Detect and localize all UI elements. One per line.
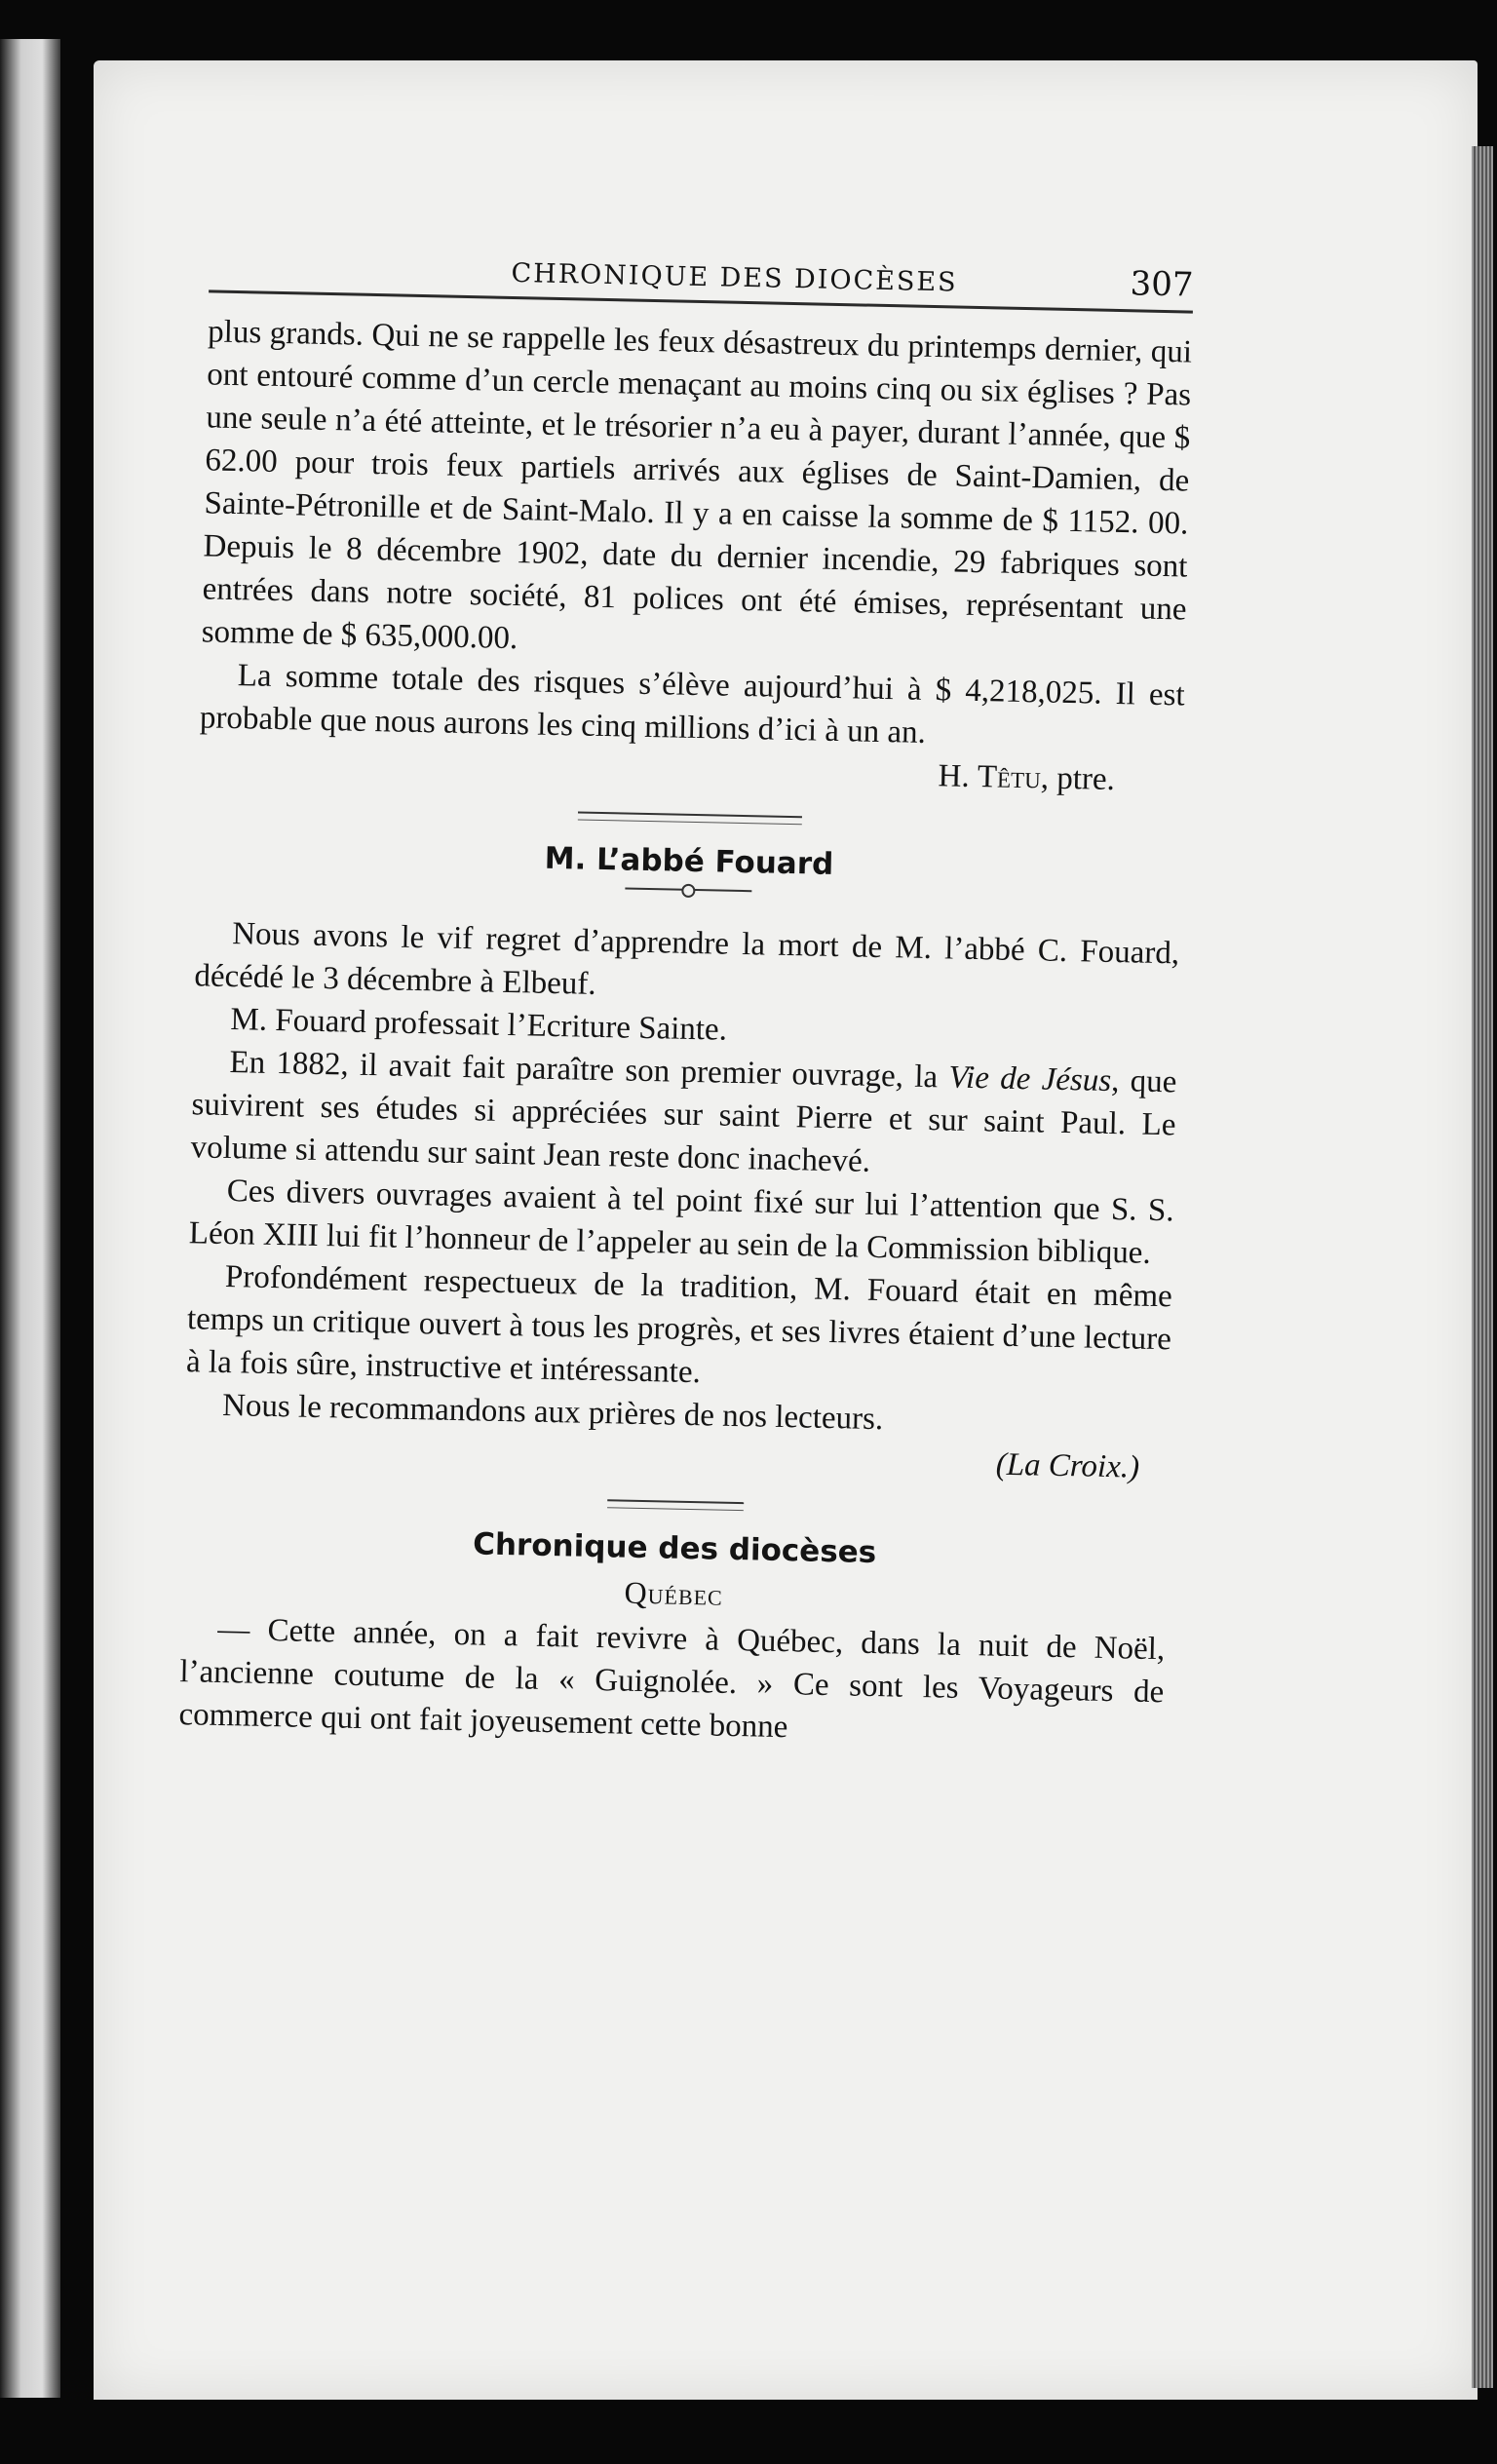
running-title: CHRONIQUE DES DIOCÈSES [511, 257, 958, 298]
page-content [178, 245, 1194, 1756]
obituary-paragraph-2: M. Fouard professait l’Ecriture Sainte. [230, 1002, 728, 1048]
p3-end: , que suivirent ses études si appréciées sur saint Pierre et sur saint Paul. Le volume si attendu sur saint Jean reste donc inachevé. [190, 1062, 1177, 1179]
page-number: 307 [1130, 264, 1194, 305]
section-divider-2 [607, 1499, 744, 1511]
signature-initial: H. [938, 758, 979, 795]
obituary-paragraph-5: Profondément respectueux de la tradition, M. Fouard était en même temps un critique ouvert à tous les progrès, et ses livres étaient d’une lecture à la fois sûre, instructive et intéressante. [185, 1258, 1173, 1391]
title-ornament [625, 887, 751, 894]
section-title-chronique: Chronique des diocèses [472, 1526, 877, 1571]
obituary-paragraph-6: Nous le recommandons aux prières de nos lecteurs. [221, 1387, 884, 1438]
right-page-stack [1472, 146, 1493, 2388]
book-title: Vie de Jésus [948, 1059, 1112, 1098]
obituary-paragraph-1: Nous avons le vif regret d’apprendre la mort de M. l’abbé C. Fouard, décédé le 3 décembre à Elbeuf. [194, 916, 1180, 1002]
section-subtitle-quebec: Québec [624, 1574, 724, 1612]
signature-suffix: , ptre. [1040, 760, 1116, 797]
signature-name: Têtu [977, 759, 1042, 796]
section-divider [578, 811, 802, 825]
section-title-fouard: M. L’abbé Fouard [544, 840, 834, 882]
insurance-paragraph: plus grands. Qui ne se rappelle les feux désastreux du printemps dernier, qui ont entouré comme d’un cercle menaçant au moins cinq ou six églises ? Pas une seule n’a été atteinte, et le trésorier n’a eu à payer, durant l’année, que $ 62.00 pour trois feux partiels arrivés aux églises de Saint-Damien, de Sainte-Pétronille et de Saint-Malo. Il y a en caisse la somme de $ 1152. 00. Depuis le 8 décembre 1902, date du dernier incendie, 29 fabriques sont entrées dans notre société, 81 polices ont été émises, représentant une somme de $ 635,000.00. [201, 314, 1193, 657]
obituary-paragraph-4: Ces divers ouvrages avaient à tel point fixé sur lui l’attention que S. S. Léon XIII lui fit l’honneur de l’appeler au sein de la Commission biblique. [188, 1174, 1174, 1271]
obituary-paragraph-3 [190, 1040, 1177, 1189]
p3-start: En 1882, il avait fait paraître son premier ouvrage, la [229, 1045, 949, 1096]
risk-total-paragraph: La somme totale des risques s’élève aujourd’hui à $ 4,218,025. Il est probable que nous aurons les cinq millions d’ici à un an. [199, 658, 1186, 751]
source-credit: (La Croix.) [995, 1446, 1140, 1485]
left-page-edge [0, 39, 60, 2398]
chronique-paragraph-1: — Cette année, on a fait revivre à Québec, dans la nuit de Noël, l’ancienne coutume de la « Guignolée. » Ce sont les Voyageurs de commerce qui ont fait joyeusement cette bonne [178, 1611, 1166, 1746]
